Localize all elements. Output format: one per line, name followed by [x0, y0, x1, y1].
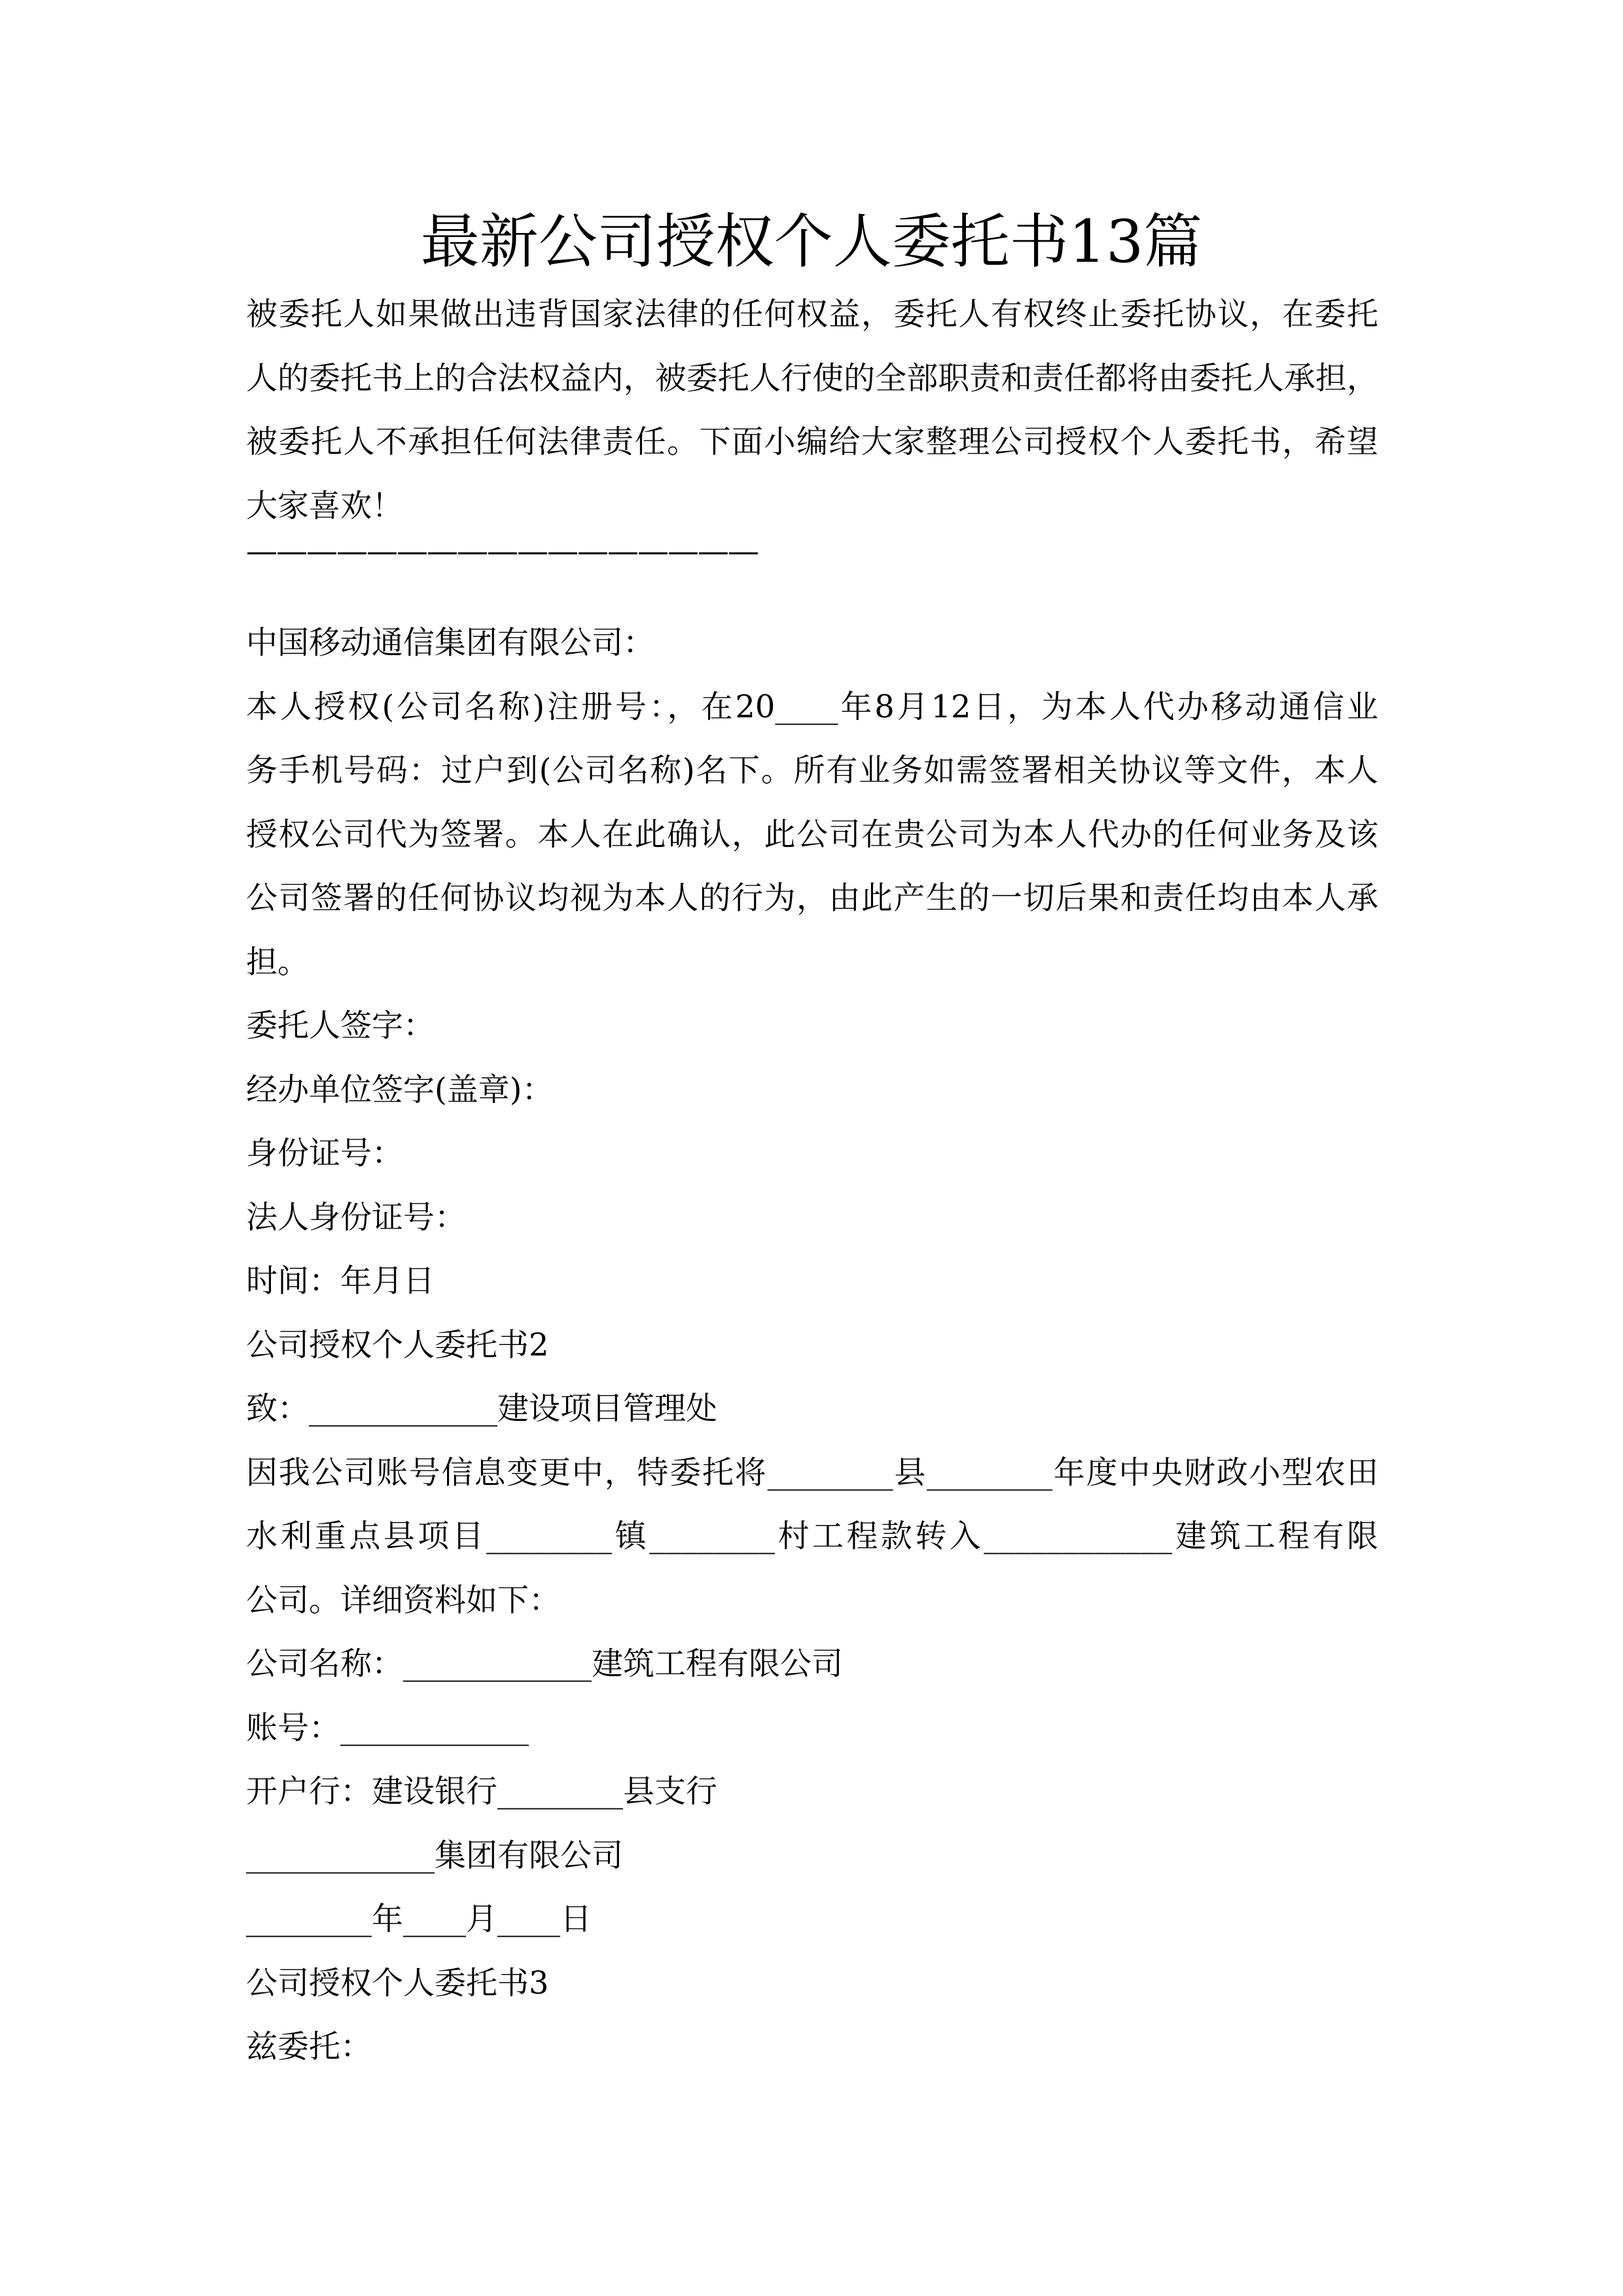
- paragraph-line: 务手机号码：过户到(公司名称)名下。所有业务如需签署相关协议等文件，本人: [246, 752, 1378, 789]
- paragraph-line: 中国移动通信集团有限公司：: [246, 624, 655, 661]
- paragraph-line: 公司。详细资料如下：: [246, 1581, 561, 1619]
- paragraph-line: 兹委托：: [246, 2028, 372, 2065]
- paragraph-line: ____________集团有限公司: [246, 1837, 624, 1874]
- paragraph-line: 公司授权个人委托书2: [246, 1326, 549, 1363]
- paragraph-line: 开户行：建设银行________县支行: [246, 1773, 718, 1810]
- paragraph-line: 经办单位签字(盖章)：: [246, 1071, 554, 1108]
- paragraph-line: 担。: [246, 943, 310, 980]
- paragraph-line: 被委托人不承担任何法律责任。下面小编给大家整理公司授权个人委托书，希望: [246, 423, 1378, 460]
- paragraph-line: 授权公司代为签署。本人在此确认，此公司在贵公司为本人代办的任何业务及该: [246, 816, 1378, 853]
- paragraph-line: 公司授权个人委托书3: [246, 1964, 549, 2001]
- paragraph-line: 被委托人如果做出违背国家法律的任何权益，委托人有权终止委托协议，在委托: [246, 296, 1378, 332]
- paragraph-line: 本人授权(公司名称)注册号：，在20____年8月12日，为本人代办移动通信业: [246, 688, 1378, 725]
- document-title: 最新公司授权个人委托书13篇: [420, 207, 1203, 276]
- paragraph-line: 人的委托书上的合法权益内，被委托人行使的全部职责和责任都将由委托人承担，: [246, 359, 1378, 397]
- paragraph-line: 致：____________建设项目管理处: [246, 1390, 718, 1427]
- separator-line: —————————————————: [246, 533, 758, 569]
- paragraph-line: 时间：年月日: [246, 1263, 435, 1299]
- paragraph-line: 公司名称：____________建筑工程有限公司: [246, 1645, 844, 1682]
- paragraph-line: 公司签署的任何协议均视为本人的行为，由此产生的一切后果和责任均由本人承: [246, 880, 1378, 916]
- paragraph-line: 委托人签字：: [246, 1007, 435, 1044]
- paragraph-line: 水利重点县项目________镇________村工程款转入____________建筑工程有限: [246, 1518, 1378, 1554]
- paragraph-line: 身份证号：: [246, 1135, 404, 1172]
- paragraph-line: 账号：____________: [246, 1709, 529, 1746]
- document-body: [246, 283, 1378, 2079]
- paragraph-line: 因我公司账号信息变更中，特委托将________县________年度中央财政小型农田: [246, 1454, 1378, 1491]
- paragraph-line: 法人身份证号：: [246, 1198, 467, 1236]
- paragraph-line: 大家喜欢！: [246, 487, 404, 524]
- paragraph-line: ________年____月____日: [246, 1901, 592, 1937]
